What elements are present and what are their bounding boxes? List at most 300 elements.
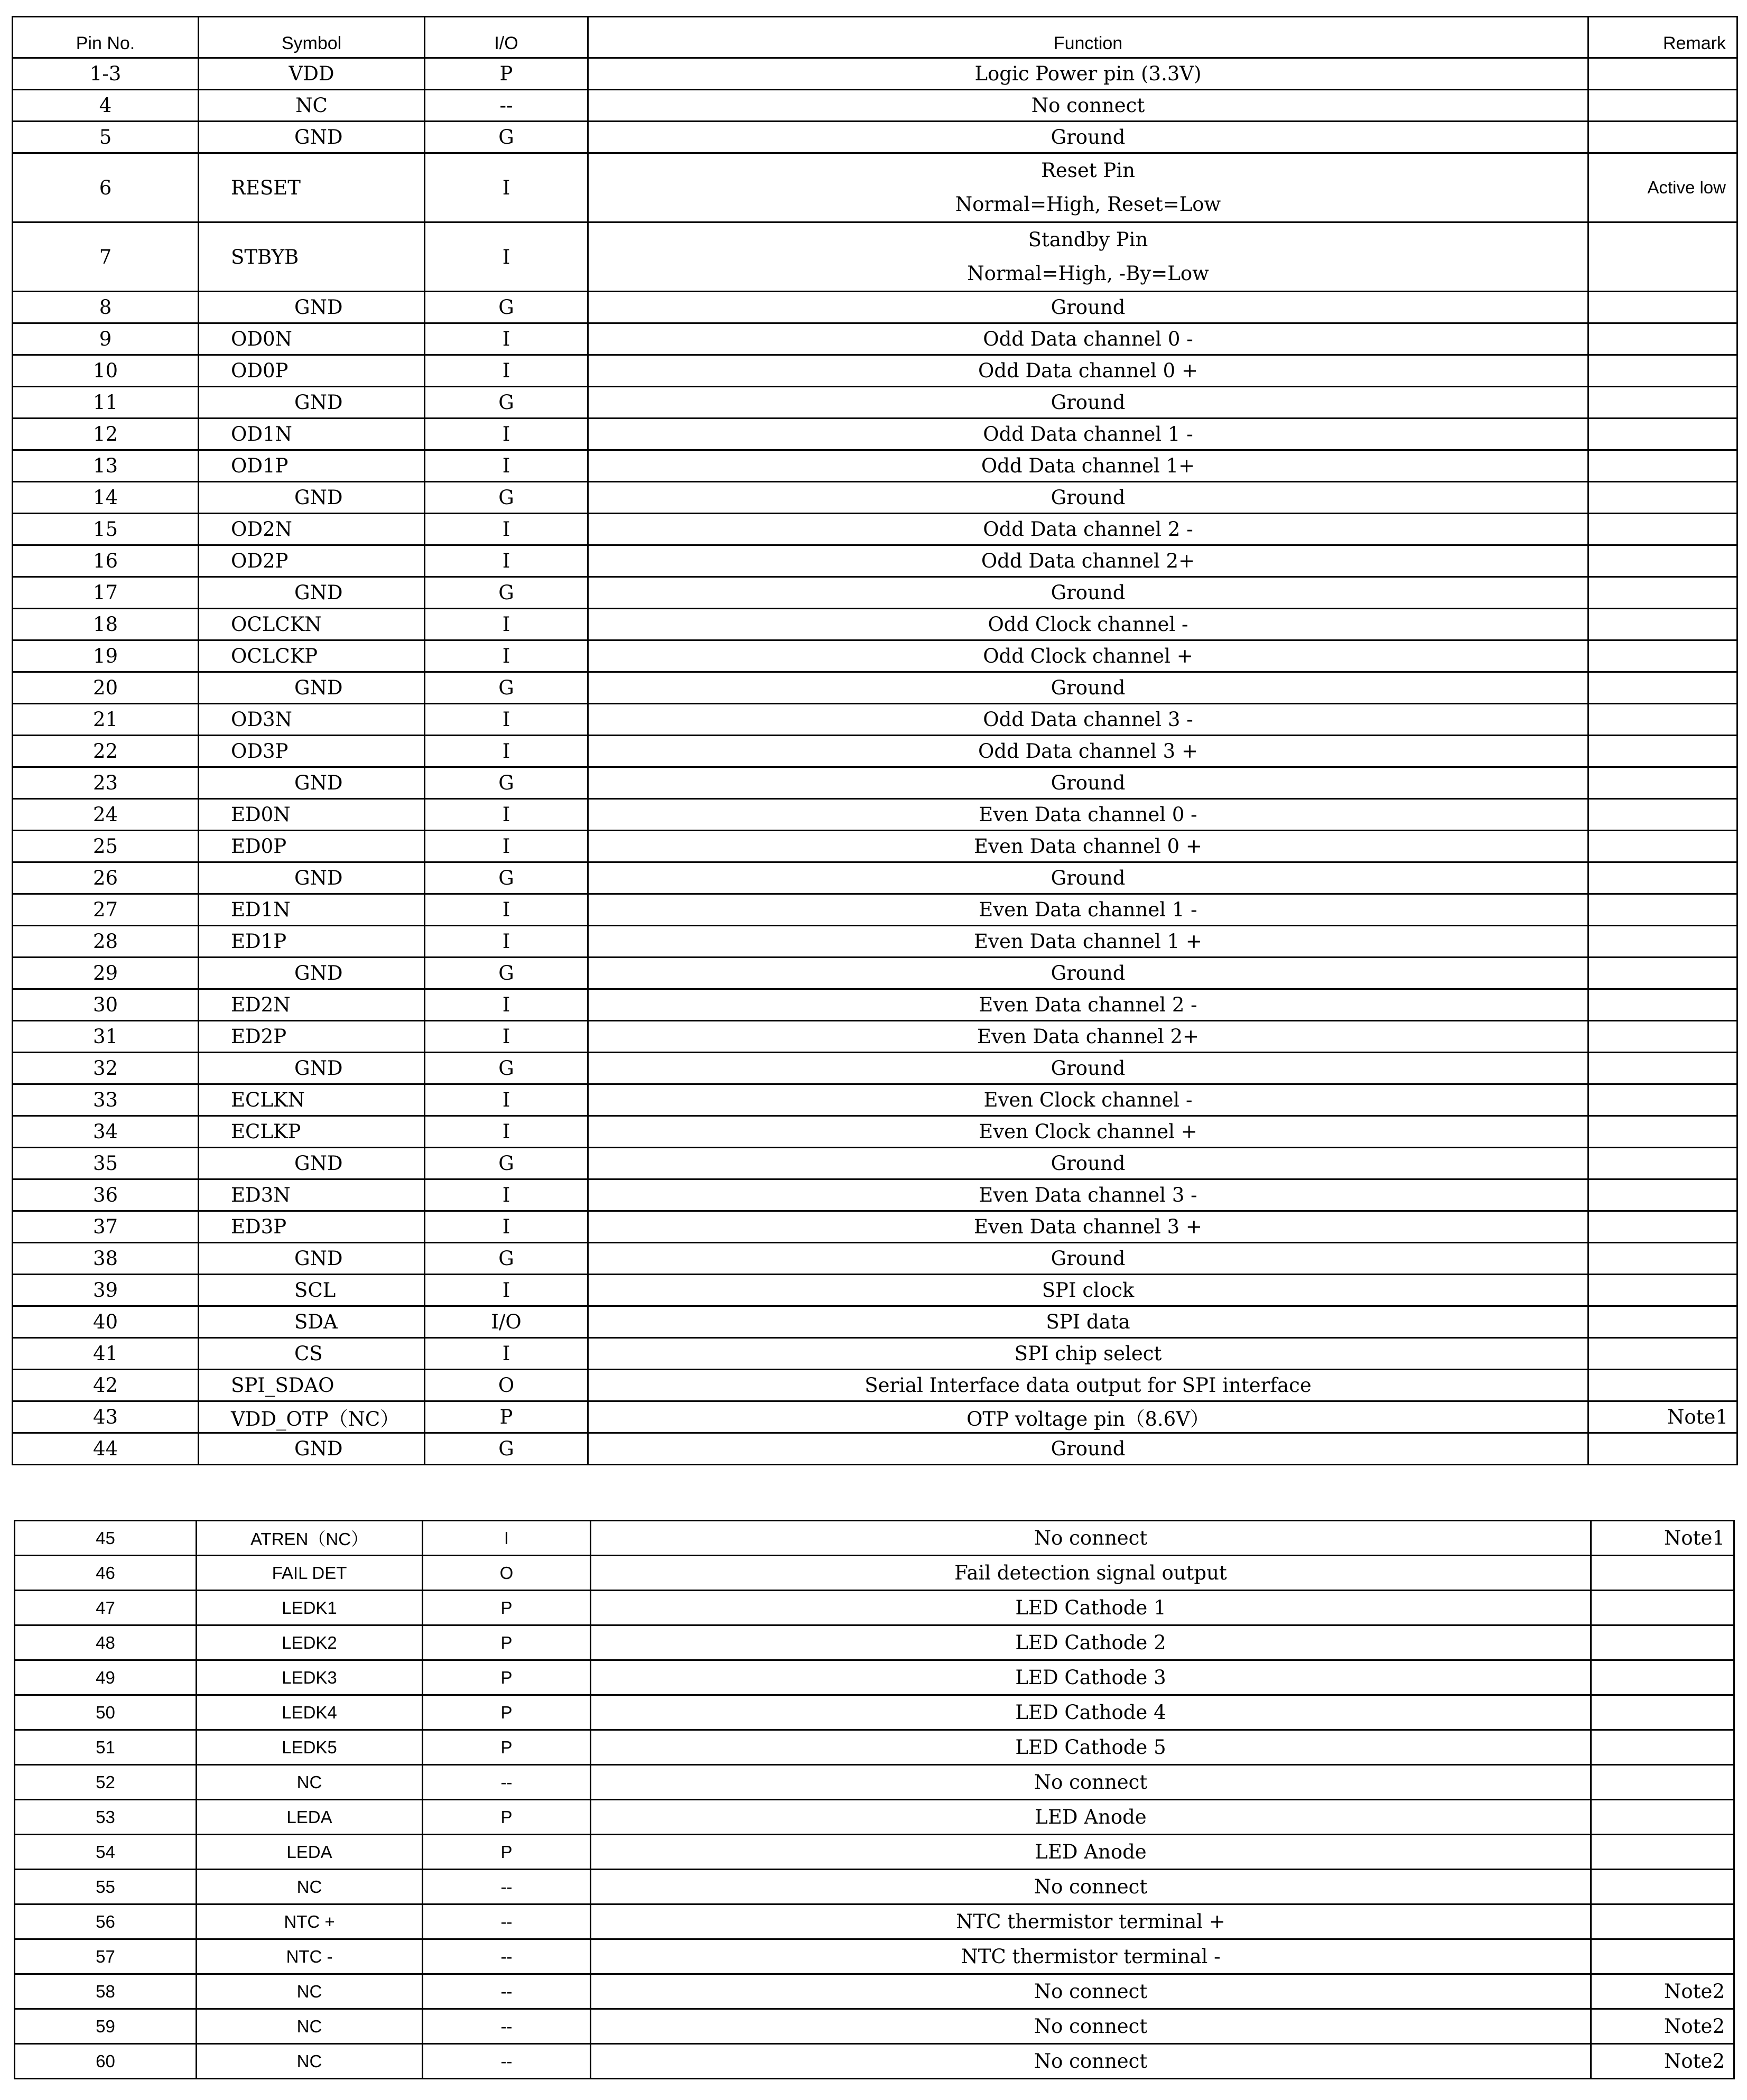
io-cell: I xyxy=(425,736,588,767)
io-cell: I xyxy=(425,222,588,292)
pin-cell: 43 xyxy=(13,1401,199,1433)
table-row xyxy=(13,1148,1737,1179)
remark-cell xyxy=(1588,799,1737,831)
pin-cell: 45 xyxy=(15,1521,197,1556)
function-line: Reset Pin xyxy=(1041,159,1135,182)
function-cell: No connect xyxy=(591,2009,1591,2044)
io-cell: I xyxy=(425,1179,588,1211)
function-cell: SPI data xyxy=(588,1306,1588,1338)
remark-cell xyxy=(1588,1433,1737,1465)
remark-cell xyxy=(1588,323,1737,355)
pin-cell: 34 xyxy=(13,1116,199,1148)
table-row xyxy=(15,1625,1734,1660)
pin-cell: 42 xyxy=(13,1370,199,1401)
io-cell: I xyxy=(425,1116,588,1148)
symbol-cell: OD0N xyxy=(199,323,425,355)
remark-cell xyxy=(1591,1660,1734,1695)
table-row xyxy=(13,419,1737,450)
symbol-cell: NC xyxy=(199,90,425,122)
table-row xyxy=(13,90,1737,122)
remark-cell xyxy=(1588,545,1737,577)
remark-cell xyxy=(1588,609,1737,640)
symbol-cell: OD1P xyxy=(199,450,425,482)
function-cell: SPI chip select xyxy=(588,1338,1588,1370)
io-cell: G xyxy=(425,292,588,323)
pin-cell: 22 xyxy=(13,736,199,767)
function-cell: Odd Data channel 3 + xyxy=(588,736,1588,767)
table-row xyxy=(13,1275,1737,1306)
table-row xyxy=(13,545,1737,577)
symbol-cell: GND xyxy=(199,1243,425,1275)
function-cell: Odd Data channel 0 - xyxy=(588,323,1588,355)
function-cell: Odd Clock channel - xyxy=(588,609,1588,640)
function-cell: Odd Data channel 1+ xyxy=(588,450,1588,482)
remark-cell xyxy=(1591,1904,1734,1939)
io-cell: -- xyxy=(423,1939,591,1974)
remark-cell xyxy=(1588,450,1737,482)
table-row xyxy=(15,1556,1734,1591)
function-cell: Ground xyxy=(588,387,1588,419)
header-remark: Remark xyxy=(1588,17,1737,58)
function-cell: LED Cathode 1 xyxy=(591,1591,1591,1625)
function-cell: Ground xyxy=(588,1243,1588,1275)
pin-cell: 36 xyxy=(13,1179,199,1211)
function-cell: Even Data channel 1 + xyxy=(588,926,1588,958)
table-row xyxy=(13,1021,1737,1053)
table-row xyxy=(15,1730,1734,1765)
table-row xyxy=(13,1243,1737,1275)
table-row xyxy=(13,292,1737,323)
header-function: Function xyxy=(588,17,1588,58)
io-cell: I xyxy=(425,419,588,450)
io-cell: I xyxy=(425,323,588,355)
remark-cell xyxy=(1588,387,1737,419)
symbol-cell: LEDK4 xyxy=(197,1695,423,1730)
remark-cell xyxy=(1588,926,1737,958)
header-symbol: Symbol xyxy=(199,17,425,58)
table-row xyxy=(13,799,1737,831)
pin-table xyxy=(12,16,1738,1465)
io-cell: I xyxy=(425,1084,588,1116)
table-row xyxy=(15,1939,1734,1974)
remark-cell xyxy=(1588,704,1737,736)
symbol-cell: ECLKN xyxy=(199,1084,425,1116)
table-row xyxy=(15,1521,1734,1556)
symbol-cell: GND xyxy=(199,1433,425,1465)
symbol-cell: OD2P xyxy=(199,545,425,577)
io-cell: -- xyxy=(423,2044,591,2079)
header-pin: Pin No. xyxy=(13,17,199,58)
table-row xyxy=(15,1695,1734,1730)
symbol-cell: ED3P xyxy=(199,1211,425,1243)
remark-cell xyxy=(1591,1835,1734,1870)
io-cell: G xyxy=(425,1433,588,1465)
pin-cell: 31 xyxy=(13,1021,199,1053)
function-cell: Even Data channel 0 - xyxy=(588,799,1588,831)
io-cell: I xyxy=(425,1338,588,1370)
function-cell: Odd Data channel 3 - xyxy=(588,704,1588,736)
symbol-cell: OD0P xyxy=(199,355,425,387)
io-cell: G xyxy=(425,862,588,894)
table-row xyxy=(15,1870,1734,1904)
function-cell: Fail detection signal output xyxy=(591,1556,1591,1591)
io-cell: P xyxy=(423,1695,591,1730)
symbol-cell: OD2N xyxy=(199,514,425,545)
function-cell: Serial Interface data output for SPI interface xyxy=(588,1370,1588,1401)
pin-cell: 57 xyxy=(15,1939,197,1974)
pin-cell: 59 xyxy=(15,2009,197,2044)
io-cell: I xyxy=(425,609,588,640)
io-cell: -- xyxy=(423,2009,591,2044)
table-row xyxy=(13,323,1737,355)
io-cell: I xyxy=(425,704,588,736)
io-cell: G xyxy=(425,672,588,704)
symbol-cell: NTC - xyxy=(197,1939,423,1974)
table-row xyxy=(13,1370,1737,1401)
function-cell: Even Data channel 3 + xyxy=(588,1211,1588,1243)
table-row xyxy=(13,1338,1737,1370)
pin-cell: 9 xyxy=(13,323,199,355)
pin-cell: 50 xyxy=(15,1695,197,1730)
function-cell: No connect xyxy=(591,1870,1591,1904)
function-cell: Ground xyxy=(588,122,1588,153)
io-cell: -- xyxy=(423,1974,591,2009)
symbol-cell: LEDK3 xyxy=(197,1660,423,1695)
io-cell: G xyxy=(425,1243,588,1275)
io-cell: -- xyxy=(423,1765,591,1800)
function-cell: Odd Data channel 2+ xyxy=(588,545,1588,577)
pin-cell: 14 xyxy=(13,482,199,514)
function-cell: Even Data channel 2 - xyxy=(588,989,1588,1021)
symbol-cell: GND xyxy=(199,767,425,799)
remark-cell xyxy=(1588,222,1737,292)
pin-cell: 13 xyxy=(13,450,199,482)
pin-cell: 54 xyxy=(15,1835,197,1870)
table-row xyxy=(13,577,1737,609)
pin-cell: 18 xyxy=(13,609,199,640)
symbol-cell: VDD_OTP（NC） xyxy=(199,1401,425,1433)
table-row xyxy=(13,989,1737,1021)
table-row xyxy=(13,609,1737,640)
pin-cell: 5 xyxy=(13,122,199,153)
remark-cell xyxy=(1588,292,1737,323)
io-cell: I xyxy=(425,514,588,545)
remark-cell xyxy=(1588,419,1737,450)
io-cell: I xyxy=(425,153,588,222)
io-cell: P xyxy=(423,1835,591,1870)
table-row xyxy=(13,1401,1737,1433)
function-cell: Ground xyxy=(588,1053,1588,1084)
symbol-cell: GND xyxy=(199,577,425,609)
remark-cell xyxy=(1588,1021,1737,1053)
symbol-cell: LEDA xyxy=(197,1800,423,1835)
io-cell: I xyxy=(425,926,588,958)
function-cell: Even Clock channel + xyxy=(588,1116,1588,1148)
pin-cell: 32 xyxy=(13,1053,199,1084)
io-cell: G xyxy=(425,958,588,989)
pin-cell: 48 xyxy=(15,1625,197,1660)
function-cell: NTC thermistor terminal - xyxy=(591,1939,1591,1974)
pin-cell: 37 xyxy=(13,1211,199,1243)
pin-cell: 39 xyxy=(13,1275,199,1306)
remark-cell xyxy=(1591,1765,1734,1800)
symbol-cell: LEDK1 xyxy=(197,1591,423,1625)
remark-cell xyxy=(1588,989,1737,1021)
function-line: Normal=High, -By=Low xyxy=(967,262,1209,285)
pin-cell: 56 xyxy=(15,1904,197,1939)
symbol-cell: LEDK2 xyxy=(197,1625,423,1660)
function-cell: Ground xyxy=(588,292,1588,323)
function-cell: Ground xyxy=(588,1148,1588,1179)
header-io: I/O xyxy=(425,17,588,58)
io-cell: I/O xyxy=(425,1306,588,1338)
table-row xyxy=(13,355,1737,387)
table-row xyxy=(13,122,1737,153)
pin-cell: 46 xyxy=(15,1556,197,1591)
pin-cell: 26 xyxy=(13,862,199,894)
symbol-cell: ECLKP xyxy=(199,1116,425,1148)
table-row xyxy=(13,736,1737,767)
pin-cell: 55 xyxy=(15,1870,197,1904)
remark-cell xyxy=(1588,672,1737,704)
remark-cell xyxy=(1588,122,1737,153)
remark-cell xyxy=(1588,958,1737,989)
remark-cell xyxy=(1588,577,1737,609)
symbol-cell: VDD xyxy=(199,58,425,90)
pin-cell: 7 xyxy=(13,222,199,292)
pin-cell: 58 xyxy=(15,1974,197,2009)
pin-cell: 25 xyxy=(13,831,199,862)
table-row xyxy=(13,1084,1737,1116)
function-cell xyxy=(588,222,1588,292)
pin-cell: 41 xyxy=(13,1338,199,1370)
function-cell: Logic Power pin (3.3V) xyxy=(588,58,1588,90)
function-line: Normal=High, Reset=Low xyxy=(955,193,1221,216)
remark-cell xyxy=(1591,1870,1734,1904)
io-cell: P xyxy=(425,1401,588,1433)
remark-cell xyxy=(1588,1053,1737,1084)
remark-cell xyxy=(1591,1556,1734,1591)
function-cell: Ground xyxy=(588,482,1588,514)
pin-cell: 24 xyxy=(13,799,199,831)
symbol-cell: GND xyxy=(199,672,425,704)
symbol-cell: ED0N xyxy=(199,799,425,831)
remark-cell xyxy=(1591,1591,1734,1625)
remark-cell: Note2 xyxy=(1591,2044,1734,2079)
function-cell: Odd Data channel 0 + xyxy=(588,355,1588,387)
symbol-cell: GND xyxy=(199,862,425,894)
io-cell: G xyxy=(425,387,588,419)
remark-cell xyxy=(1588,894,1737,926)
function-cell: Ground xyxy=(588,577,1588,609)
pin-cell: 4 xyxy=(13,90,199,122)
function-cell: Even Data channel 2+ xyxy=(588,1021,1588,1053)
remark-cell xyxy=(1588,1116,1737,1148)
io-cell: I xyxy=(425,1211,588,1243)
table-row xyxy=(13,1433,1737,1465)
io-cell: O xyxy=(423,1556,591,1591)
io-cell: -- xyxy=(423,1870,591,1904)
remark-cell xyxy=(1588,90,1737,122)
symbol-cell: SPI_SDAO xyxy=(199,1370,425,1401)
symbol-cell: SDA xyxy=(199,1306,425,1338)
table-row xyxy=(13,58,1737,90)
remark-cell: Note2 xyxy=(1591,2009,1734,2044)
symbol-cell: OD3N xyxy=(199,704,425,736)
pin-cell: 15 xyxy=(13,514,199,545)
function-line: Standby Pin xyxy=(1028,228,1148,251)
function-cell: No connect xyxy=(591,1974,1591,2009)
symbol-cell: ED3N xyxy=(199,1179,425,1211)
pin-cell: 35 xyxy=(13,1148,199,1179)
symbol-cell: NTC + xyxy=(197,1904,423,1939)
pin-cell: 47 xyxy=(15,1591,197,1625)
io-cell: O xyxy=(425,1370,588,1401)
pin-cell: 20 xyxy=(13,672,199,704)
io-cell: G xyxy=(425,1053,588,1084)
pin-cell: 28 xyxy=(13,926,199,958)
table-row xyxy=(15,1800,1734,1835)
function-cell: Ground xyxy=(588,672,1588,704)
symbol-cell: ED0P xyxy=(199,831,425,862)
remark-cell xyxy=(1588,1338,1737,1370)
table-row xyxy=(13,672,1737,704)
remark-cell xyxy=(1588,1084,1737,1116)
remark-cell xyxy=(1588,640,1737,672)
symbol-cell: NC xyxy=(197,2009,423,2044)
pin-cell: 6 xyxy=(13,153,199,222)
symbol-cell: GND xyxy=(199,958,425,989)
table-row xyxy=(15,1765,1734,1800)
symbol-cell: LEDA xyxy=(197,1835,423,1870)
io-cell: -- xyxy=(423,1904,591,1939)
remark-cell xyxy=(1591,1695,1734,1730)
function-cell: Ground xyxy=(588,958,1588,989)
table-row xyxy=(13,482,1737,514)
pin-cell: 19 xyxy=(13,640,199,672)
table-row xyxy=(13,1179,1737,1211)
table-row xyxy=(15,2044,1734,2079)
remark-cell xyxy=(1588,831,1737,862)
remark-cell xyxy=(1588,1211,1737,1243)
remark-cell xyxy=(1588,862,1737,894)
function-cell: NTC thermistor terminal + xyxy=(591,1904,1591,1939)
symbol-cell: CS xyxy=(199,1338,425,1370)
io-cell: I xyxy=(425,1021,588,1053)
io-cell: I xyxy=(425,799,588,831)
function-cell xyxy=(588,153,1588,222)
table-row xyxy=(13,767,1737,799)
symbol-cell: ED2N xyxy=(199,989,425,1021)
table-row xyxy=(13,1053,1737,1084)
function-cell: Even Data channel 3 - xyxy=(588,1179,1588,1211)
symbol-cell: OCLCKP xyxy=(199,640,425,672)
io-cell: I xyxy=(423,1521,591,1556)
remark-cell xyxy=(1588,482,1737,514)
io-cell: P xyxy=(423,1800,591,1835)
pin-cell: 40 xyxy=(13,1306,199,1338)
io-cell: G xyxy=(425,1148,588,1179)
io-cell: G xyxy=(425,482,588,514)
remark-cell xyxy=(1588,1179,1737,1211)
remark-cell xyxy=(1588,1243,1737,1275)
table-row xyxy=(13,958,1737,989)
symbol-cell: NC xyxy=(197,1870,423,1904)
remark-cell xyxy=(1588,1306,1737,1338)
table-row xyxy=(13,387,1737,419)
function-cell: Ground xyxy=(588,767,1588,799)
pin-cell: 21 xyxy=(13,704,199,736)
table-row xyxy=(13,894,1737,926)
function-cell: Ground xyxy=(588,862,1588,894)
function-cell: LED Cathode 4 xyxy=(591,1695,1591,1730)
io-cell: I xyxy=(425,450,588,482)
table-row xyxy=(15,1974,1734,2009)
pin-cell: 53 xyxy=(15,1800,197,1835)
function-cell: No connect xyxy=(588,90,1588,122)
symbol-cell: NC xyxy=(197,1765,423,1800)
remark-cell xyxy=(1591,1939,1734,1974)
remark-cell xyxy=(1591,1625,1734,1660)
function-cell: Even Data channel 0 + xyxy=(588,831,1588,862)
function-cell: LED Cathode 3 xyxy=(591,1660,1591,1695)
io-cell: P xyxy=(423,1625,591,1660)
function-cell: SPI clock xyxy=(588,1275,1588,1306)
remark-cell xyxy=(1588,1148,1737,1179)
table-row xyxy=(13,640,1737,672)
function-cell: OTP voltage pin（8.6V） xyxy=(588,1401,1588,1433)
header-row xyxy=(13,17,1737,58)
table-row xyxy=(15,2009,1734,2044)
symbol-cell: ED1P xyxy=(199,926,425,958)
pin-cell: 10 xyxy=(13,355,199,387)
remark-cell: Note1 xyxy=(1591,1521,1734,1556)
remark-cell xyxy=(1588,1275,1737,1306)
io-cell: I xyxy=(425,831,588,862)
table-row xyxy=(15,1904,1734,1939)
function-cell: Ground xyxy=(588,1433,1588,1465)
table-row xyxy=(13,926,1737,958)
pin-cell: 23 xyxy=(13,767,199,799)
symbol-cell: ED2P xyxy=(199,1021,425,1053)
pin-cell: 38 xyxy=(13,1243,199,1275)
io-cell: I xyxy=(425,894,588,926)
table-row xyxy=(13,831,1737,862)
symbol-cell: FAIL DET xyxy=(197,1556,423,1591)
remark-cell: Note2 xyxy=(1591,1974,1734,2009)
symbol-cell: RESET xyxy=(199,153,425,222)
remark-cell xyxy=(1588,1370,1737,1401)
symbol-cell: OD3P xyxy=(199,736,425,767)
pin-cell: 51 xyxy=(15,1730,197,1765)
symbol-cell: NC xyxy=(197,1974,423,2009)
function-cell: LED Cathode 5 xyxy=(591,1730,1591,1765)
pin-cell: 52 xyxy=(15,1765,197,1800)
table-row xyxy=(13,704,1737,736)
function-cell: Odd Data channel 1 - xyxy=(588,419,1588,450)
pin-cell: 12 xyxy=(13,419,199,450)
io-cell: I xyxy=(425,989,588,1021)
pin-cell: 29 xyxy=(13,958,199,989)
function-cell: No connect xyxy=(591,1521,1591,1556)
symbol-cell: ATREN（NC） xyxy=(197,1521,423,1556)
table-row xyxy=(15,1591,1734,1625)
function-cell: Even Data channel 1 - xyxy=(588,894,1588,926)
remark-cell xyxy=(1588,355,1737,387)
io-cell: G xyxy=(425,767,588,799)
function-cell: LED Anode xyxy=(591,1835,1591,1870)
symbol-cell: GND xyxy=(199,122,425,153)
